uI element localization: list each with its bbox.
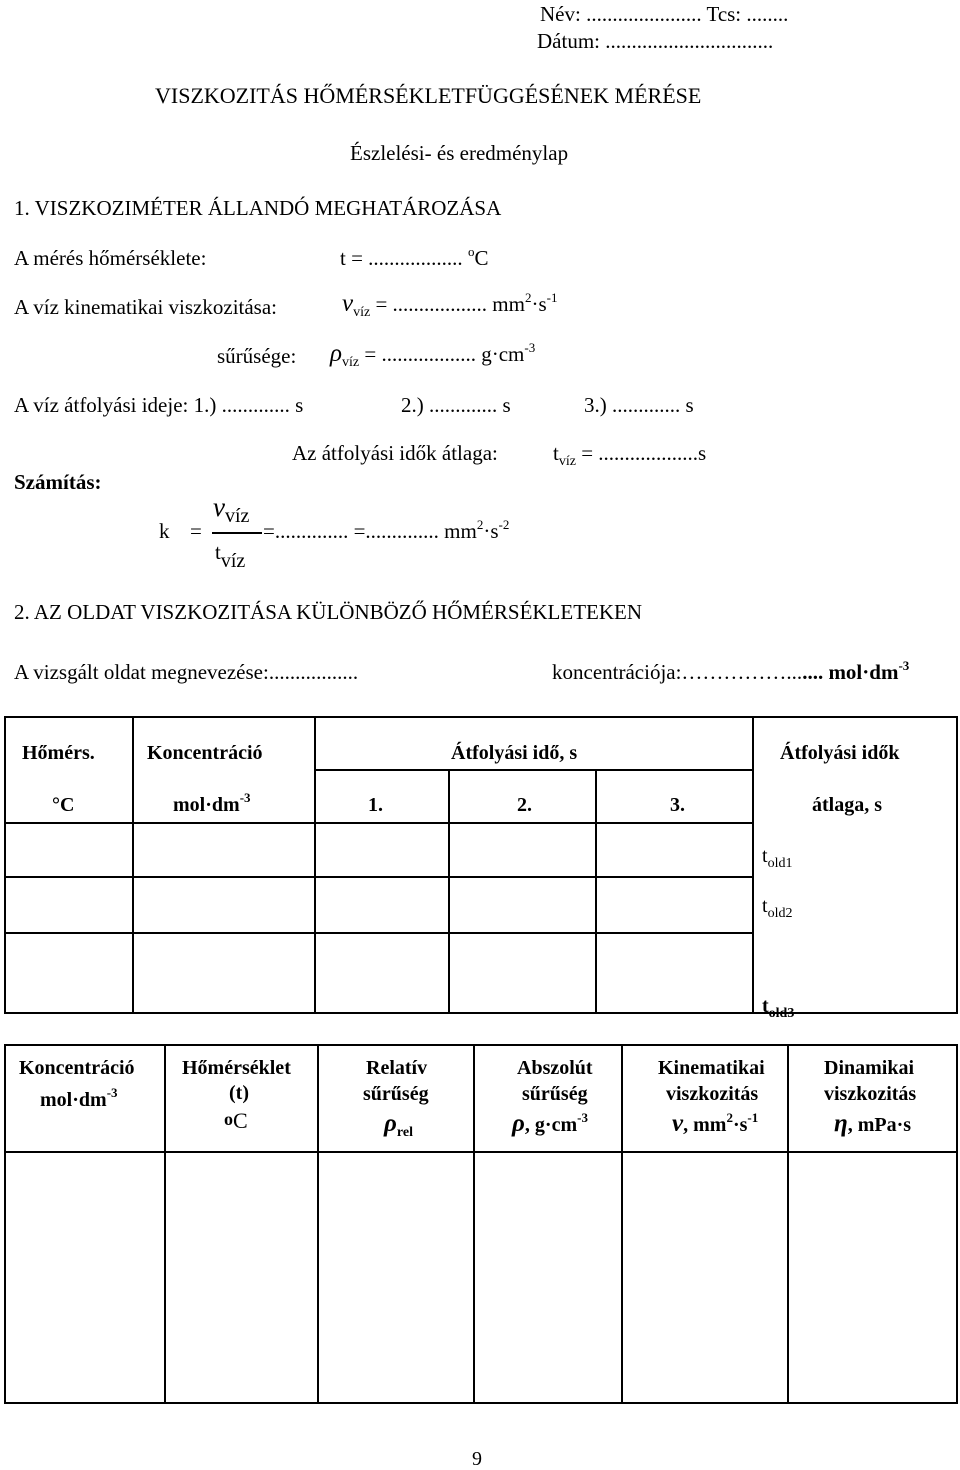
section1-heading: 1. VISZKOZIMÉTER ÁLLANDÓ MEGHATÁROZÁSA [14, 196, 502, 220]
t2-col5-line2: viszkozitás [666, 1083, 759, 1105]
t-old2-label [762, 895, 793, 921]
frac-top-sub: víz [224, 505, 250, 527]
t2-c4-unit: , g [524, 1114, 545, 1136]
t1-r3c4[interactable] [449, 933, 596, 1013]
kin-sup2: -1 [546, 290, 558, 305]
t1-header-avg-2: átlaga, s [812, 794, 882, 816]
density-value: $\rho_{víz}$ = .................. $g\cdot cm^{-3}$ [330, 340, 536, 370]
frac-numerator [213, 492, 250, 527]
t2-c1-dm: dm [78, 1089, 107, 1111]
viz-sub-2: víz [342, 355, 360, 370]
t2-r1c5[interactable] [622, 1152, 788, 1403]
k-sup1: 2 [476, 517, 484, 532]
t1-r3c1[interactable] [5, 933, 133, 1013]
t2-c3-sub: rel [396, 1125, 413, 1140]
page-number: 9 [472, 1448, 482, 1470]
frac-nu: ν [213, 492, 225, 522]
t1-r2c1[interactable] [5, 877, 133, 933]
fraction-line [212, 532, 262, 534]
t1-header-flow-1: 1. [368, 794, 383, 816]
t2-r1c1[interactable] [5, 1152, 165, 1403]
t1-header-flow: Átfolyási idő, s [451, 742, 578, 764]
t2-c5-sup2: -1 [747, 1110, 759, 1125]
calc-label: Számítás: [14, 470, 102, 494]
temp-label: A mérés hőmérséklete: [14, 246, 207, 270]
t1-r1c3[interactable] [315, 823, 449, 877]
kin-s: s [538, 292, 547, 316]
conc-unit: .... mol [802, 660, 863, 684]
nev-dots: ...................... [586, 2, 702, 26]
nev-label: Név: [540, 2, 581, 26]
viz-sub: víz [353, 305, 371, 320]
t1-r2c4[interactable] [449, 877, 596, 933]
t2-col2-line3 [224, 1110, 248, 1132]
kin-visc-value: $\nu_{víz}$ = .................. $mm^2\cdot s^{-1}$ [342, 290, 558, 320]
t2-col3-line3 [384, 1110, 413, 1140]
name-field [540, 4, 788, 25]
t2-col5-line3: ν, $mm^2\cdot s^{-1}$ [672, 1110, 759, 1137]
t2-c3-rho: ρ [384, 1110, 397, 1137]
t1-r3c2[interactable] [133, 933, 315, 1013]
k-sup2: -2 [498, 517, 510, 532]
t2-c4-rho: ρ [512, 1110, 525, 1137]
t-old2-sub: old2 [767, 906, 793, 921]
frac-denominator [215, 540, 246, 572]
t2-col1-line1: Koncentráció [19, 1057, 135, 1079]
t2-c6-s: s [903, 1114, 912, 1136]
conc-label: koncentrációja:……………....... $mol\cdot dm^{-3}$ [552, 658, 910, 684]
avg-sub: víz [558, 454, 576, 469]
t1-r3c5[interactable] [596, 933, 753, 1013]
nu-symbol: ν [342, 290, 354, 317]
t-old1-t: t [762, 845, 768, 867]
t1-mol: mol [173, 794, 206, 816]
avg-value [553, 441, 707, 469]
k-equals: = [190, 519, 202, 543]
t-old2-t: t [762, 895, 768, 917]
datum-label: Dátum: [537, 29, 600, 53]
t-old1-label [762, 845, 793, 871]
t2-c4-sup: -3 [577, 1110, 588, 1125]
avg-t: t [553, 441, 559, 465]
t-old1-sub: old1 [767, 856, 793, 871]
datum-dots: ................................ [605, 29, 774, 53]
t2-r1c6[interactable] [788, 1152, 957, 1403]
date-field [537, 31, 773, 52]
t2-c5-s: s [739, 1114, 748, 1136]
t1-r1c1[interactable] [5, 823, 133, 877]
frac-bottom-sub: víz [220, 550, 246, 572]
temp-unit: C [474, 246, 489, 270]
t2-c5-unit: , mm [683, 1114, 727, 1136]
t1-header-flow-3: 3. [670, 794, 685, 816]
k-value-text: =.............. =.............. mm [263, 519, 477, 543]
density-label: sűrűsége: [217, 344, 297, 368]
t2-col6-line2: viszkozitás [824, 1083, 917, 1105]
temp-value-text: t = .................. [340, 246, 463, 270]
dens-cm: cm [498, 342, 525, 366]
t2-c4-cm: cm [551, 1114, 578, 1136]
k-symbol: k [159, 519, 170, 543]
t2-r1c3[interactable] [318, 1152, 474, 1403]
t2-col2-line1: Hőmérséklet [182, 1057, 291, 1079]
t2-col5-line1: Kinematikai [658, 1057, 765, 1079]
kin-sup1: 2 [524, 290, 532, 305]
t1-r3c3[interactable] [315, 933, 449, 1013]
t2-col1-line2: $mol\cdot dm^{-3}$ [40, 1085, 118, 1111]
k-value: =.............. =.............. $mm^2\cdot s^{-2}$ [263, 517, 510, 543]
t2-col2-line2: (t) [229, 1082, 249, 1104]
t2-c1-sup: -3 [106, 1085, 118, 1100]
t2-r1c2[interactable] [165, 1152, 318, 1403]
t2-c6-eta: η [834, 1110, 848, 1137]
dens-sup: -3 [524, 340, 536, 355]
t2-col3-line1: Relatív [366, 1057, 428, 1079]
rho-symbol: ρ [330, 340, 342, 367]
t2-c5-sup1: 2 [726, 1110, 733, 1125]
t1-r1c2[interactable] [133, 823, 315, 877]
kin-value-text: = .................. mm [375, 292, 525, 316]
avg-label: Az átfolyási idők átlaga: [292, 441, 498, 465]
t1-sup: -3 [239, 790, 251, 805]
t2-c1-mol: mol [40, 1089, 73, 1111]
document-subtitle: Észlelési- és eredménylap [350, 141, 569, 165]
results-table [4, 1044, 958, 1404]
t-old3-label [762, 995, 795, 1021]
t2-col4-line2: sűrűség [522, 1083, 588, 1105]
t2-col3-line2: sűrűség [363, 1083, 429, 1105]
t2-c2-o: o [224, 1109, 233, 1129]
frac-t: t [215, 540, 221, 564]
conc-sup: -3 [898, 658, 910, 673]
t2-col4-line1: Abszolút [517, 1057, 593, 1079]
tcs-dots: ........ [746, 2, 789, 26]
t-old3-sub: old3 [768, 1006, 795, 1021]
t1-r2c2[interactable] [133, 877, 315, 933]
t-old3-t: t [762, 995, 769, 1017]
section2-heading: 2. AZ OLDAT VISZKOZITÁSA KÜLÖNBÖZŐ HŐMÉRSÉKLETEKEN [14, 600, 643, 624]
dens-value-text: = .................. g [364, 342, 492, 366]
t2-c2-c: C [233, 1108, 248, 1133]
kin-visc-label: A víz kinematikai viszkozitása: [14, 295, 278, 319]
t2-c6-unit: , mPa [847, 1114, 897, 1136]
t2-r1c4[interactable] [474, 1152, 622, 1403]
flow-time-2: 2.) ............. s [401, 393, 511, 417]
k-s: s [490, 519, 499, 543]
flow-time-3: 3.) ............. s [584, 393, 694, 417]
t1-dm: dm [211, 794, 240, 816]
sample-label: A vizsgált oldat megnevezése:................. [14, 660, 359, 684]
t2-col4-line3: ρ, $g\cdot cm^{-3}$ [512, 1110, 588, 1137]
conc-label-text: koncentrációja:……………... [552, 660, 803, 684]
conc-dm: dm [869, 660, 899, 684]
t1-header-conc-unit: $mol\cdot dm^{-3}$ [173, 790, 251, 816]
degree-sup: o [467, 244, 475, 259]
t1-r1c5[interactable] [596, 823, 753, 877]
t1-r2c5[interactable] [596, 877, 753, 933]
t2-col6-line1: Dinamikai [824, 1057, 915, 1079]
temp-value [340, 244, 489, 270]
t2-c5-nu: ν [672, 1110, 684, 1137]
t1-header-avg: Átfolyási idők [780, 742, 900, 764]
t1-r1c4[interactable] [449, 823, 596, 877]
document-title: VISZKOZITÁS HŐMÉRSÉKLETFÜGGÉSÉNEK MÉRÉSE [155, 83, 702, 108]
t1-header-temp: Hőmérs. [22, 742, 95, 764]
t1-header-conc: Koncentráció [147, 742, 263, 764]
t1-header-flow-2: 2. [517, 794, 532, 816]
avg-value-text: = ...................s [581, 441, 707, 465]
tcs-label: Tcs: [706, 2, 742, 26]
t1-header-temp-unit: °C [52, 794, 75, 816]
t1-r2c3[interactable] [315, 877, 449, 933]
flow-time-1: A víz átfolyási ideje: 1.) ............. s [14, 393, 304, 417]
t2-col6-line3: η, mPa·s [834, 1110, 912, 1137]
